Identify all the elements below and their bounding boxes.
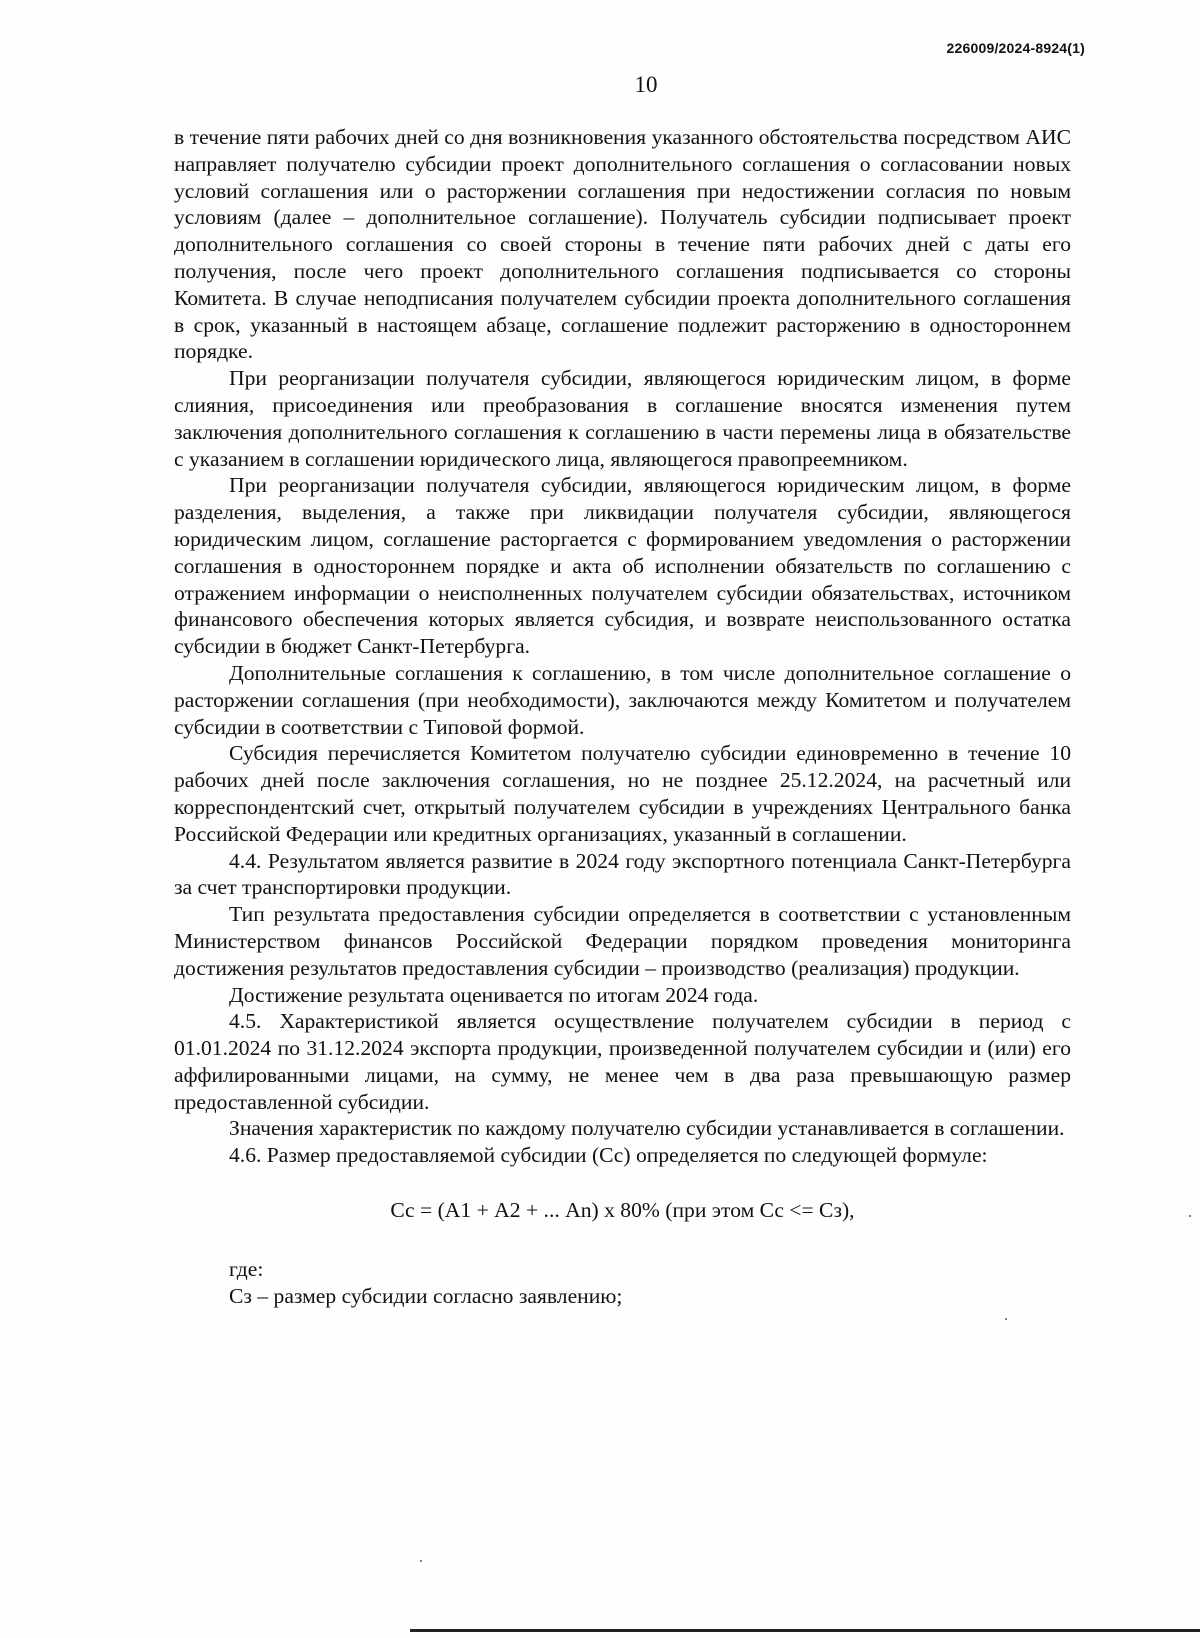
definition-sz: Сз – размер субсидии согласно заявлению;: [229, 1283, 623, 1308]
scan-speck: [1189, 1215, 1191, 1217]
paragraph-characteristic-values: Значения характеристик по каждому получателю субсидии устанавливается в соглашении.: [229, 1116, 1065, 1141]
subsidy-formula: Сс = (А1 + А2 + ... Аn) x 80% (при этом Сс <= Сз),: [390, 1198, 855, 1223]
paragraph-4-4-result: 4.4. Результатом является развитие в 2024 году экспортного потенциала Санкт-Петербурга за счет транспортировки продукции.: [174, 848, 1071, 900]
paragraph-reorganization-merger: При реорганизации получателя субсидии, являющегося юридическим лицом, в форме слияния, присоединения или преобразования в соглашение вносятся изменения путем заключения дополнительного соглашения к соглашению в части перемены лица в обязательстве с указанием в соглашении юридического лица, являющегося правопреемником.: [174, 366, 1071, 471]
document-body: [174, 124, 1071, 1309]
paragraph-continuation: в течение пяти рабочих дней со дня возникновения указанного обстоятельства посредством АИС направляет получателю субсидии проект дополнительного соглашения о согласовании новых условий соглашения или о расторжении соглашения при недостижении согласия по новым условиям (далее – дополнительное соглашение). Получатель субсидии подписывает проект дополнительного соглашения со своей стороны в течение пяти рабочих дней с даты его получения, после чего проект дополнительного соглашения подписывается со стороны Комитета. В случае неподписания получателем субсидии проекта дополнительного соглашения в срок, указанный в настоящем абзаце, соглашение подлежит расторжению в одностороннем порядке.: [174, 125, 1071, 364]
paragraph-reorganization-division: При реорганизации получателя субсидии, являющегося юридическим лицом, в форме разделения, выделения, а также при ликвидации получателя субсидии, являющегося юридическим лицом, соглашение расторгается с формированием уведомления о расторжении соглашения в одностороннем порядке и акта об исполнении обязательств по соглашению с отражением информации о неисполненных получателем субсидии обязательствах, источником финансового обеспечения которых является субсидия, и возврате неиспользованного остатка субсидии в бюджет Санкт-Петербурга.: [174, 473, 1071, 659]
page-number: 10: [634, 72, 658, 97]
scan-speck: [420, 1560, 422, 1562]
scan-speck: [1005, 1318, 1007, 1320]
paragraph-4-5-characteristic: 4.5. Характеристикой является осуществление получателем субсидии в период с 01.01.2024 по 31.12.2024 экспорта продукции, произведенной получателем субсидии и (или) его аффилированными лицами, на сумму, не менее чем в два раза превышающую размер предоставленной субсидии.: [174, 1009, 1071, 1114]
paragraph-4-6-formula-intro: 4.6. Размер предоставляемой субсидии (Сс) определяется по следующей формуле:: [229, 1143, 988, 1168]
paragraph-result-type: Тип результата предоставления субсидии определяется в соответствии с установленным Министерством финансов Российской Федерации порядком проведения мониторинга достижения результатов предоставления субсидии – производство (реализация) продукции.: [174, 902, 1071, 980]
paragraph-result-evaluation: Достижение результата оценивается по итогам 2024 года.: [229, 982, 759, 1007]
document-registration-number: 226009/2024-8924(1): [946, 40, 1085, 56]
paragraph-subsidy-transfer: Субсидия перечисляется Комитетом получателю субсидии единовременно в течение 10 рабочих дней после заключения соглашения, но не позднее 25.12.2024, на расчетный или корреспондентский счет, открытый получателем субсидии в учреждениях Центрального банка Российской Федерации или кредитных организациях, указанный в соглашении.: [174, 741, 1071, 846]
where-label: где:: [229, 1256, 264, 1281]
scan-edge-line: [410, 1629, 1200, 1632]
paragraph-additional-agreements: Дополнительные соглашения к соглашению, в том числе дополнительное соглашение о расторжении соглашения (при необходимости), заключаются между Комитетом и получателем субсидии в соответствии с Типовой формой.: [174, 660, 1071, 739]
